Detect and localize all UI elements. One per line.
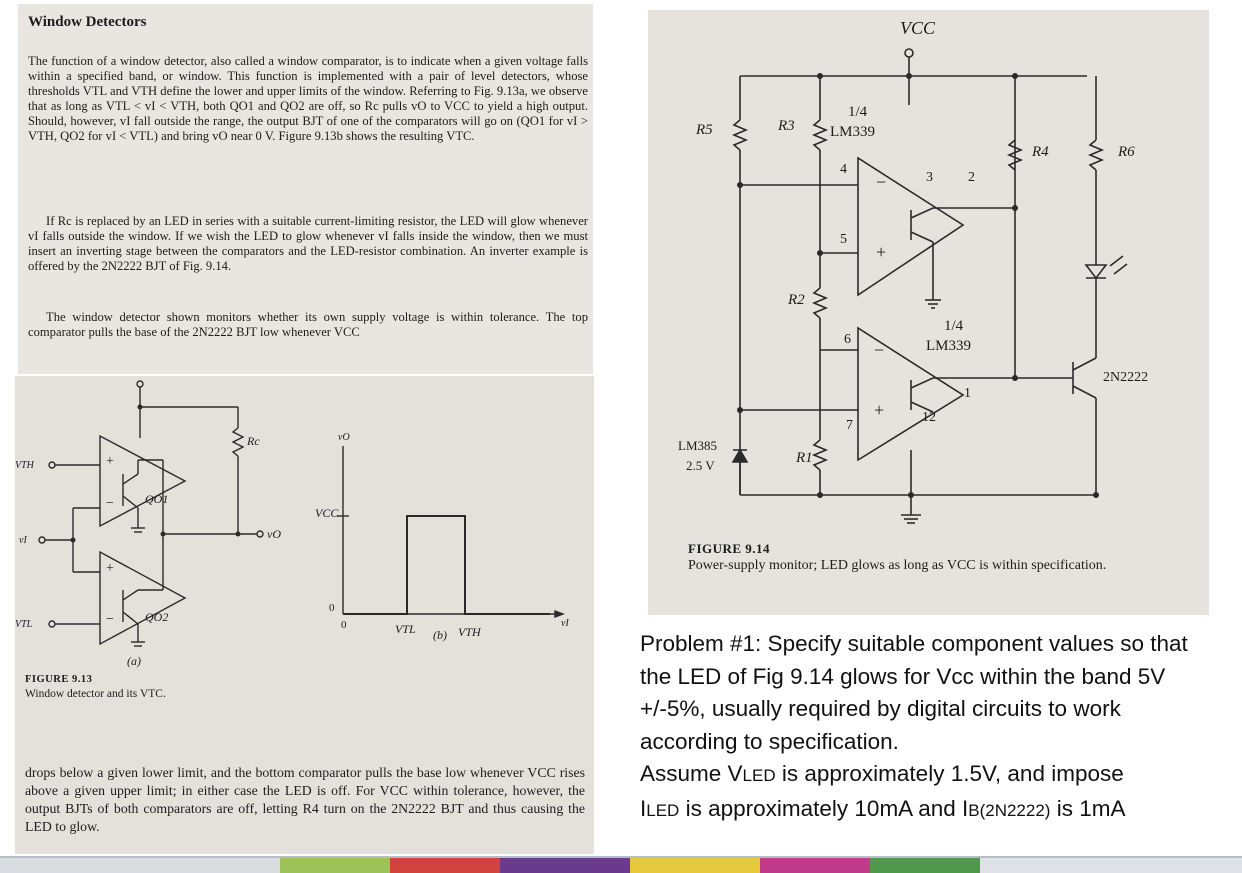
problem-text: is approximately 10mA and I — [679, 795, 969, 821]
pin-1-label: 1 — [964, 386, 971, 401]
bottom-plus-label: + — [106, 561, 114, 576]
continuation-paragraph: drops below a given lower limit, and the bottom comparator pulls the base low whenever VCC rises above a given upper limit; in either case the LED is off. For VCC within tolerance, however, the output BJTs of both comparators are off, letting R4 turn on the 2N2222 BJT and thus causing the LED to glow. — [25, 765, 585, 834]
ib-subscript: B(2N2222) — [968, 800, 1051, 820]
figure-9-14-caption — [688, 540, 1188, 574]
vth-input-label: VTH — [15, 460, 34, 471]
pin-6-label: 6 — [844, 332, 851, 347]
pin-3-label: 3 — [926, 170, 933, 185]
vcc-level-label: VCC — [315, 506, 339, 520]
problem-text: I — [640, 795, 647, 821]
pin-12-label: 12 — [922, 410, 936, 425]
r4-label: R4 — [1032, 144, 1049, 160]
figure-9-13-caption — [25, 672, 166, 701]
vo-output-label: vO — [267, 527, 281, 541]
lm339-top-label: LM339 — [830, 124, 875, 140]
footer-decoration — [0, 858, 1242, 873]
pin-7-label: 7 — [846, 418, 853, 433]
figure-9-13-photo — [15, 376, 594, 854]
figure-9-13-text: Window detector and its VTC. — [25, 688, 166, 700]
section-heading: Window Detectors — [28, 14, 147, 30]
vi-axis-label: vI — [561, 618, 569, 629]
problem-text: is 1mA — [1050, 795, 1126, 821]
part-b-label: (b) — [433, 628, 447, 642]
pin-2-label: 2 — [968, 170, 975, 185]
problem-text: is approximately 1.5V, and impose — [775, 761, 1124, 786]
r3-label: R3 — [778, 118, 795, 134]
lm339-bottom-fraction: 1/4 — [944, 318, 964, 334]
bottom-plus-label: + — [874, 400, 885, 420]
figure-9-14-text: Power-supply monitor; LED glows as long as VCC is within specification. — [688, 558, 1107, 573]
problem-line-2 — [640, 758, 1200, 793]
vtl-input-label: VTL — [15, 619, 33, 630]
r6-label: R6 — [1118, 144, 1135, 160]
lm339-top-fraction: 1/4 — [848, 104, 868, 120]
pin-5-label: 5 — [840, 232, 847, 247]
problem-line-1: Problem #1: Specify suitable component values so that the LED of Fig 9.14 glows for Vcc within the band 5V +/-5%, usually required by digital circuits to work according to specification. — [640, 631, 1188, 754]
top-plus-label: + — [876, 242, 887, 262]
q01-label: QO1 — [145, 492, 169, 506]
x-zero-label: 0 — [341, 619, 347, 631]
problem-text: Assume V — [640, 761, 743, 786]
vtl-axis-label: VTL — [395, 622, 416, 636]
vi-input-label: vI — [19, 535, 27, 546]
bottom-minus-label: − — [874, 340, 885, 360]
lm385-voltage-label: 2.5 V — [686, 458, 715, 473]
textbook-photo-top — [18, 4, 593, 374]
y-zero-label: 0 — [329, 602, 335, 614]
lm385-label: LM385 — [678, 438, 717, 453]
paragraph-3: The window detector shown monitors whether its own supply voltage is within tolerance. The top comparator pulls the base of the 2N2222 BJT low whenever VCC — [28, 310, 588, 339]
figure-9-13-number: FIGURE 9.13 — [25, 674, 93, 685]
lm339-bottom-label: LM339 — [926, 338, 971, 354]
figure-9-14-number: FIGURE 9.14 — [688, 541, 771, 556]
top-minus-label: − — [106, 496, 114, 511]
paragraph-2: If Rc is replaced by an LED in series with a suitable current-limiting resistor, the LED will glow whenever vI falls outside the window. If we wish the LED to glow whenever vI falls inside the window, then we must insert an inverting stage between the comparators and the LED-resistor combination. An inverter example is offered by the 2N2222 BJT of Fig. 9.14. — [28, 214, 588, 273]
part-a-label: (a) — [127, 654, 141, 668]
vled-subscript: LED — [742, 766, 776, 785]
problem-line-3 — [640, 793, 1200, 828]
vth-axis-label: VTH — [458, 625, 481, 639]
figure-9-14-photo — [648, 10, 1209, 615]
r1-label: R1 — [796, 450, 813, 466]
top-minus-label: − — [876, 172, 887, 192]
q02-label: QO2 — [145, 610, 169, 624]
r5-label: R5 — [696, 122, 713, 138]
vcc-label: VCC — [900, 18, 936, 38]
top-plus-label: + — [106, 454, 114, 469]
bottom-minus-label: − — [106, 612, 114, 627]
paragraph-1: The function of a window detector, also called a window comparator, is to indicate when a given voltage falls within a specified band, or window. This function is implemented with a pair of level detectors, whose thresholds VTL and VTH define the lower and upper limits of the window. Referring to Fig. 9.13a, we observe that as long as VTL < vI < VTH, both QO1 and QO2 are off, so Rc pulls vO to VCC to yield a high output. Should, however, vI fall outside the range, the output BJT of one of the comparators will go on (QO1 for vI > VTH, QO2 for vI < VTL) and bring vO near 0 V. Figure 9.13b shows the resulting VTC. — [28, 54, 588, 143]
power-supply-monitor-schematic — [648, 10, 1209, 615]
bjt-2n2222-label: 2N2222 — [1103, 370, 1149, 385]
rc-label: Rc — [247, 434, 260, 448]
pin-4-label: 4 — [840, 162, 847, 177]
problem-statement — [640, 628, 1200, 827]
vo-axis-label: vO — [338, 432, 350, 443]
iled-subscript: LED — [646, 800, 680, 820]
r2-label: R2 — [788, 292, 805, 308]
